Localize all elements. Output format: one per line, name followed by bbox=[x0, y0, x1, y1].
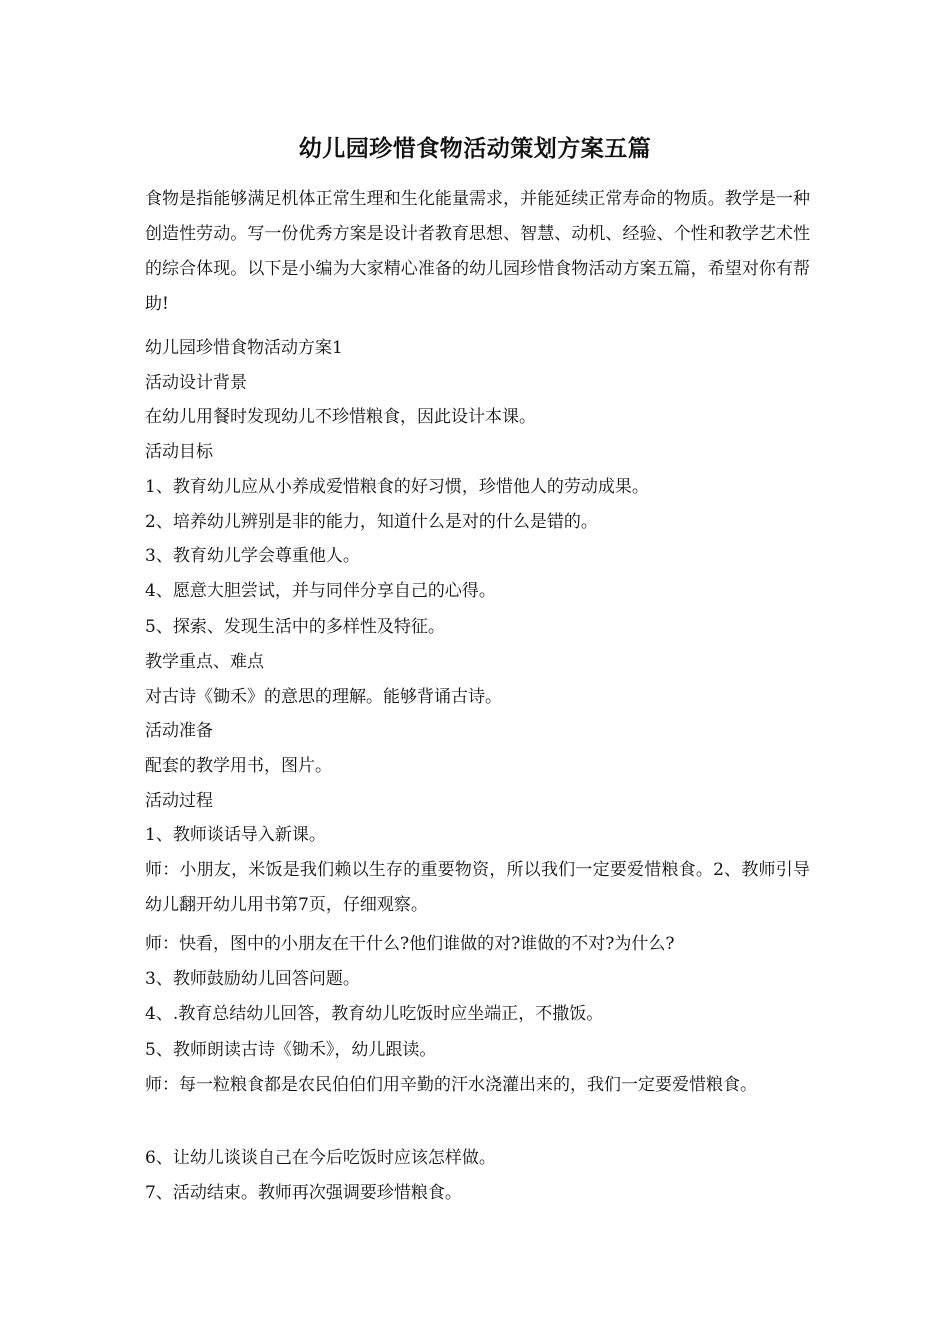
process-paragraph: 师：每一粒粮食都是农民伯伯们用辛勤的汗水浇灌出来的，我们一定要爱惜粮食。 bbox=[145, 1075, 757, 1095]
preparation-text: 配套的教学用书，图片。 bbox=[145, 756, 332, 776]
background-heading: 活动设计背景 bbox=[145, 373, 247, 393]
goal-item: 5、探索、发现生活中的多样性及特征。 bbox=[145, 617, 445, 637]
process-step: 1、教师谈话导入新课。 bbox=[145, 825, 326, 845]
process-question: 师：快看，图中的小朋友在干什么?他们谁做的对?谁做的不对?为什么? bbox=[145, 934, 675, 954]
plan-heading: 幼儿园珍惜食物活动方案1 bbox=[145, 338, 343, 358]
process-step: 7、活动结束。教师再次强调要珍惜粮食。 bbox=[145, 1183, 462, 1203]
key-points-heading: 教学重点、难点 bbox=[145, 652, 264, 672]
process-step: 4、.教育总结幼儿回答，教育幼儿吃饭时应坐端正，不撒饭。 bbox=[145, 1004, 604, 1024]
process-paragraph: 师：小朋友，米饭是我们赖以生存的重要物资，所以我们一定要爱惜粮食。2、教师引导幼儿翻开幼儿用书第7页，仔细观察。 bbox=[145, 860, 810, 915]
goal-item: 3、教育幼儿学会尊重他人。 bbox=[145, 546, 360, 566]
goal-item: 2、培养幼儿辨别是非的能力，知道什么是对的什么是错的。 bbox=[145, 512, 598, 532]
background-text: 在幼儿用餐时发现幼儿不珍惜粮食，因此设计本课。 bbox=[145, 407, 536, 427]
document-title: 幼儿园珍惜食物活动策划方案五篇 bbox=[298, 135, 652, 162]
preparation-heading: 活动准备 bbox=[145, 721, 213, 741]
goals-heading: 活动目标 bbox=[145, 442, 213, 462]
process-heading: 活动过程 bbox=[145, 791, 213, 811]
key-points-text: 对古诗《锄禾》的意思的理解。能够背诵古诗。 bbox=[145, 687, 502, 707]
goal-item: 1、教育幼儿应从小养成爱惜粮食的好习惯，珍惜他人的劳动成果。 bbox=[145, 477, 649, 497]
process-step: 5、教师朗读古诗《锄禾》，幼儿跟读。 bbox=[145, 1040, 437, 1060]
intro-paragraph: 食物是指能够满足机体正常生理和生化能量需求，并能延续正常寿命的物质。教学是一种创造性劳动。写一份优秀方案是设计者教育思想、智慧、动机、经验、个性和教学艺术性的综合体现。以下是小编为大家精心准备的幼儿园珍惜食物活动方案五篇，希望对你有帮助! bbox=[145, 189, 810, 314]
process-step: 6、让幼儿谈谈自己在今后吃饭时应该怎样做。 bbox=[145, 1148, 496, 1168]
process-step: 3、教师鼓励幼儿回答问题。 bbox=[145, 969, 360, 989]
goal-item: 4、愿意大胆尝试，并与同伴分享自己的心得。 bbox=[145, 581, 496, 601]
